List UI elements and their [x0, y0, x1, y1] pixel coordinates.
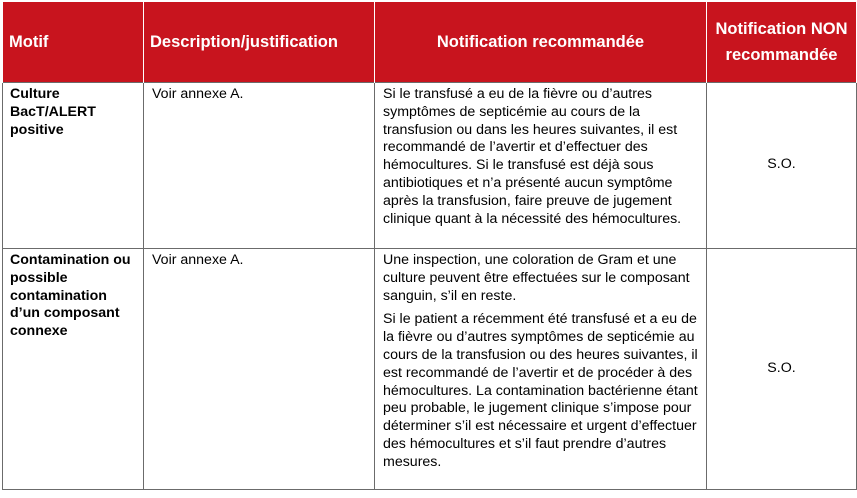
table-row: [3, 249, 857, 490]
row-not-recommended: S.O.: [707, 249, 857, 490]
row-description: Voir annexe A.: [144, 83, 375, 249]
row-recommended: [375, 83, 707, 249]
row-description: Voir annexe A.: [144, 249, 375, 490]
row-motif: Contamination ou possible contamination d’un composant connexe: [3, 249, 144, 490]
recommended-paragraph: Si le transfusé a eu de la fièvre ou d’autres symptômes de septicémie au cours de la transfusion ou dans les heures suivantes, il est recommandé de l’avertir et d’effectuer des hémocultures. Si le transfusé est déjà sous antibiotiques et n’a présenté aucun symptôme après la transfusion, faire preuve de jugement clinique quant à la nécessité des hémocultures.: [383, 86, 682, 227]
recommended-paragraph: Une inspection, une coloration de Gram et une culture peuvent être effectuées sur le composant sanguin, s’il en reste.: [383, 252, 690, 304]
header-description: Description/justification: [144, 2, 375, 83]
header-motif: Motif: [3, 2, 144, 83]
row-recommended: [375, 249, 707, 490]
header-recommended: Notification recommandée: [375, 2, 707, 83]
table-row: [3, 83, 857, 249]
recommended-paragraph: Si le patient a récemment été transfusé et a eu de la fièvre ou d’autres symptômes de septicémie au cours de la transfusion ou des heures suivantes, il est recommandé de l’avertir et de procéder à des hémocultures. La contamination bactérienne étant peu probable, le jugement clinique s’impose pour déterminer s’il est nécessaire et urgent d’effectuer des hémocultures et s’il faut prendre d’autres mesures.: [383, 311, 698, 470]
row-not-recommended: S.O.: [707, 83, 857, 249]
notification-table: [2, 2, 857, 490]
header-not-recommended: Notification NON recommandée: [707, 2, 857, 83]
row-motif: Culture BacT/ALERT positive: [3, 83, 144, 249]
header-row: [3, 2, 857, 83]
